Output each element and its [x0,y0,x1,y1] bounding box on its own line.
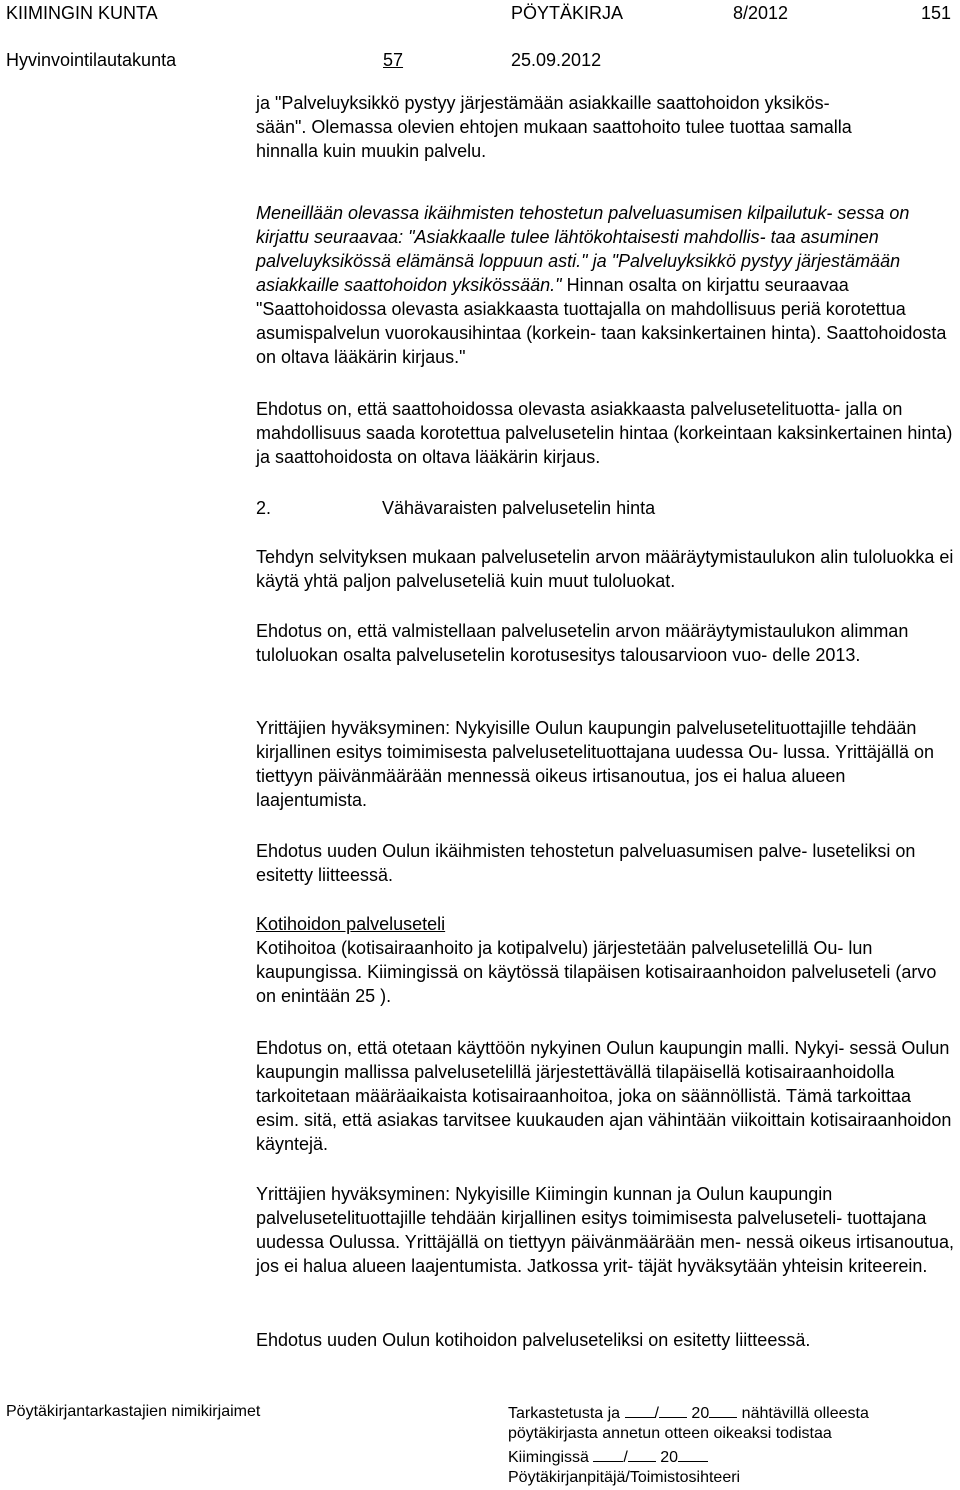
footer-year-prefix: 20 [691,1405,710,1422]
paragraph-1-line-1: ja "Palveluyksikkö pystyy järjestämään asiakkaille saattohoidon yksikös- [256,93,830,113]
footer-slash: / [654,1405,659,1422]
footer-certification-line-3 [508,1446,708,1468]
footer-slash-2: / [623,1449,628,1466]
paragraph-3 [256,397,956,469]
footer-day-blank-2 [593,1446,623,1462]
paragraph-1-line-3: hinnalla kuin muukin palvelu. [256,141,487,161]
municipality-name: KIIMINGIN KUNTA [6,3,158,23]
page-number: 151 [921,3,952,23]
subheading-home-care-voucher: Kotihoidon palveluseteli [256,914,446,934]
footer-year-blank [709,1402,737,1418]
footer-month-blank [659,1402,687,1418]
document-type: PÖYTÄKIRJA [511,3,624,23]
footer-year-blank-2 [678,1446,708,1462]
footer-place: Kiimingissä [508,1449,589,1466]
meeting-date: 25.09.2012 [511,50,602,70]
paragraph-2-quote: Meneillään olevassa ikäihmisten tehostetun palveluasumisen kilpailutuk- sessa on kirjattu seuraavaa: "Asiakkaalle tulee lähtökohtaisesti mahdollis- taa asuminen palveluyksikössä elämänsä loppuun asti." ja "Palveluyksikkö pystyy järjestämään asiakkaille saattohoidon yksikössään." [256,203,910,295]
paragraph-5-text: Ehdotus on, että valmistellaan palvelusetelin arvon määräytymistaulukon alimman tuloluokan osalta palvelusetelin korotusesitys talousarvioon vuo- delle 2013. [256,621,909,665]
footer-certification-line-2: pöytäkirjasta annetun otteen oikeaksi todistaa [508,1425,832,1442]
paragraph-7-text: Ehdotus uuden Oulun ikäihmisten tehostetun palveluasumisen palve- luseteliksi on esitetty liitteessä. [256,841,916,885]
footer-certification-line-4: Pöytäkirjanpitäjä/Toimistosihteeri [508,1469,741,1486]
footer-checked-suffix: nähtävillä olleesta [741,1405,869,1422]
paragraph-6 [256,716,956,812]
footer-signatures-label: Pöytäkirjantarkastajien nimikirjaimet [6,1403,261,1420]
section-heading-title: Vähävaraisten palvelusetelin hinta [382,498,656,518]
footer-month-blank-2 [628,1446,656,1462]
paragraph-5 [256,619,956,667]
paragraph-10-text: Yrittäjien hyväksyminen: Nykyisille Kiimingin kunnan ja Oulun kaupungin palvelusetelituottajille tehdään kirjallinen esitys toimimisesta palveluseteli- tuottajana uudessa Oulussa. Yrittäjällä on tiettyyn päivänmäärään men- nessä oikeus irtisanoutua, jos ei halua alueen laajentumista. Jatkossa yrit- täjät hyväksytään yhteisin kriteerein. [256,1184,955,1276]
footer-year-prefix-2: 20 [660,1449,679,1466]
document-number: 8/2012 [733,3,789,23]
paragraph-11 [256,1328,956,1352]
paragraph-1-line-2: sään". Olemassa olevien ehtojen mukaan saattohoito tulee tuottaa samalla [256,117,852,137]
paragraph-2 [256,201,956,369]
paragraph-10 [256,1182,956,1278]
footer-day-blank [625,1402,655,1418]
footer-checked-prefix: Tarkastetusta ja [508,1405,621,1422]
paragraph-2-rest: Hinnan osalta on kirjattu seuraavaa "Saattohoidossa olevasta asiakkaasta tuottajalla on mahdollisuus periä korotettua asumispalvelun vuorokausihintaa (korkein- taan kaksinkertainen hinta). Saattohoidosta on oltava lääkärin kirjaus." [256,275,947,367]
section-heading-number: 2. [256,498,272,518]
paragraph-4-text: Tehdyn selvityksen mukaan palvelusetelin arvon määräytymistaulukon alin tuloluokka ei käytä yhtä paljon palveluseteliä kuin muut tuloluokat. [256,547,954,591]
paragraph-8-text: Kotihoitoa (kotisairaanhoito ja kotipalvelu) järjestetään palvelusetelillä Ou- lun kaupungissa. Kiimingissä on käytössä tilapäisen kotisairaanhoidon palveluseteli (arvo on enintään 25 ). [256,938,937,1006]
section-number: 57 [383,50,404,70]
board-name: Hyvinvointilautakunta [6,50,177,70]
paragraph-11-text: Ehdotus uuden Oulun kotihoidon palveluseteliksi on esitetty liitteessä. [256,1330,811,1350]
footer-certification-line-1 [508,1402,869,1424]
paragraph-9 [256,1036,956,1156]
paragraph-1 [256,91,956,163]
paragraph-3-text: Ehdotus on, että saattohoidossa olevasta asiakkaasta palvelusetelituotta- jalla on mahdollisuus saada korotettua palvelusetelin hintaa (korkeintaan kaksinkertainen hinta) ja saattohoidosta on oltava lääkärin kirjaus. [256,399,953,467]
paragraph-4 [256,545,956,593]
paragraph-7 [256,839,956,887]
paragraph-9-text: Ehdotus on, että otetaan käyttöön nykyinen Oulun kaupungin malli. Nykyi- sessä Oulun kaupungin mallissa palvelusetelillä järjestettävällä tilapäisellä kotisairaanhoidolla tarkoitetaan määräaikaista kotisairaanhoitoa, joka on säännöllistä. Tämä tarkoittaa esim. sitä, että asiakas tarvitsee kuukauden ajan vähintään viikoittain kotisairaanhoidon käyntejä. [256,1038,952,1154]
paragraph-6-text: Yrittäjien hyväksyminen: Nykyisille Oulun kaupungin palvelusetelituottajille tehdään kirjallinen esitys toimimisesta palvelusetelituottajana uudessa Ou- lussa. Yrittäjällä on tiettyyn päivänmäärään mennessä oikeus irtisanoutua, jos ei halua alueen laajentumista. [256,718,935,810]
paragraph-8 [256,912,956,1008]
